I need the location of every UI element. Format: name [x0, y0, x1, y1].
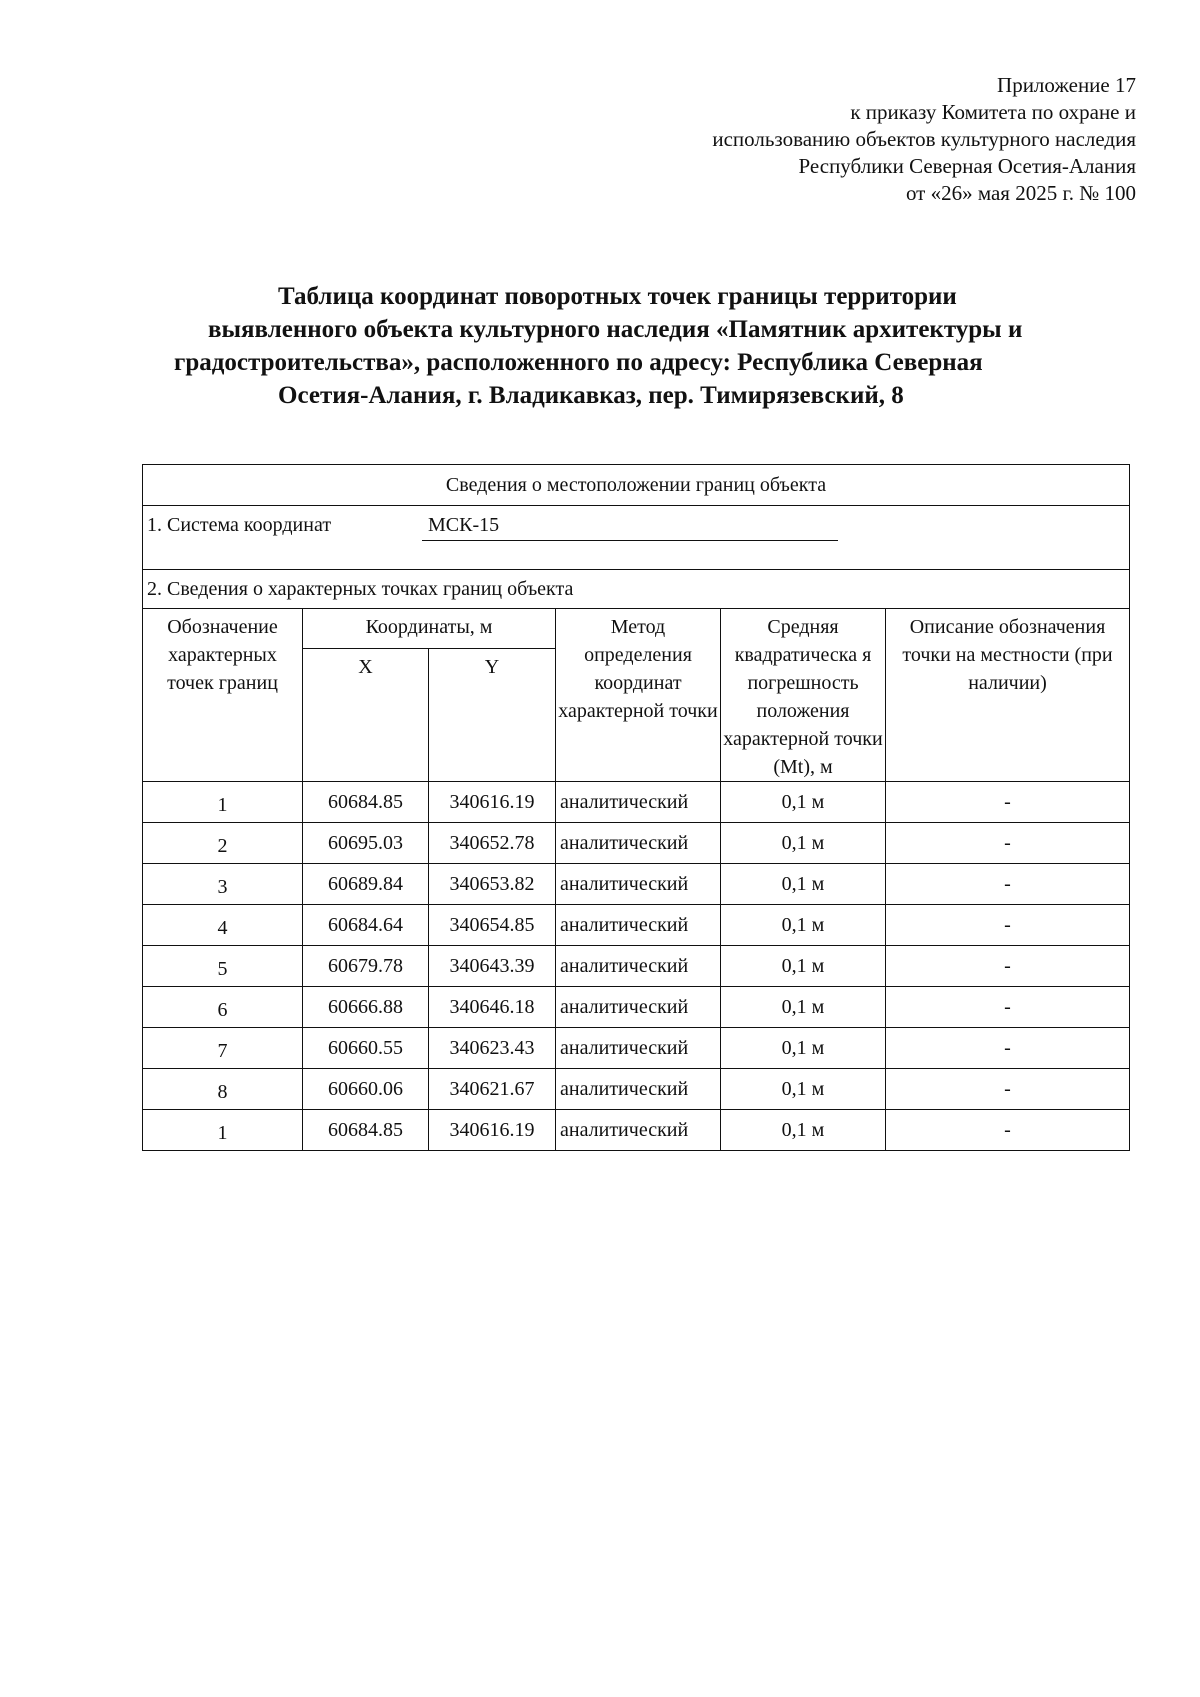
error-cell: 0,1 м — [721, 782, 886, 823]
point-cell: 4 — [143, 905, 303, 946]
table-row — [143, 782, 1130, 823]
error-cell: 0,1 м — [721, 1110, 886, 1151]
description-cell: - — [886, 1110, 1130, 1151]
x-cell: 60695.03 — [303, 823, 429, 864]
error-cell: 0,1 м — [721, 1069, 886, 1110]
error-cell: 0,1 м — [721, 823, 886, 864]
table-row — [143, 864, 1130, 905]
y-cell: 340623.43 — [429, 1028, 556, 1069]
header-coordinates: Координаты, м — [303, 609, 556, 649]
y-cell: 340616.19 — [429, 1110, 556, 1151]
y-cell: 340643.39 — [429, 946, 556, 987]
appendix-line: к приказу Комитета по охране и — [850, 100, 1136, 124]
method-cell: аналитический — [556, 946, 721, 987]
error-cell: 0,1 м — [721, 905, 886, 946]
y-cell: 340621.67 — [429, 1069, 556, 1110]
point-cell: 2 — [143, 823, 303, 864]
x-cell: 60660.06 — [303, 1069, 429, 1110]
appendix-line: от «26» мая 2025 г. № 100 — [905, 181, 1136, 205]
coordinate-system-row — [143, 506, 1130, 570]
coordinate-system-value: МСК-15 — [422, 510, 838, 541]
header-x: X — [303, 649, 429, 782]
table-row — [143, 1069, 1130, 1110]
y-cell: 340652.78 — [429, 823, 556, 864]
x-cell: 60660.55 — [303, 1028, 429, 1069]
title-line: Осетия-Алания, г. Владикавказ, пер. Тимирязевский, 8 — [278, 382, 904, 409]
method-cell: аналитический — [556, 782, 721, 823]
point-cell: 1 — [143, 782, 303, 823]
description-cell: - — [886, 823, 1130, 864]
point-cell: 7 — [143, 1028, 303, 1069]
error-cell: 0,1 м — [721, 864, 886, 905]
coordinate-system-label: 1. Система координат — [147, 514, 332, 536]
method-cell: аналитический — [556, 1069, 721, 1110]
y-cell: 340616.19 — [429, 782, 556, 823]
table-row — [143, 987, 1130, 1028]
characteristic-points-label: 2. Сведения о характерных точках границ объекта — [143, 570, 1130, 609]
description-cell: - — [886, 905, 1130, 946]
table-row — [143, 946, 1130, 987]
method-cell: аналитический — [556, 987, 721, 1028]
appendix-line: Республики Северная Осетия-Алания — [798, 154, 1136, 178]
table-row — [143, 905, 1130, 946]
header-error: Средняя квадратическа я погрешность положения характерной точки (Mt), м — [721, 609, 886, 782]
document-title — [150, 280, 1140, 412]
description-cell: - — [886, 946, 1130, 987]
header-description: Описание обозначения точки на местности (при наличии) — [886, 609, 1130, 782]
description-cell: - — [886, 1069, 1130, 1110]
table-row — [143, 823, 1130, 864]
x-cell: 60679.78 — [303, 946, 429, 987]
y-cell: 340646.18 — [429, 987, 556, 1028]
table-row — [143, 1110, 1130, 1151]
x-cell: 60684.85 — [303, 1110, 429, 1151]
point-cell: 1 — [143, 1110, 303, 1151]
coordinates-table — [142, 464, 1130, 1151]
table-row — [143, 1028, 1130, 1069]
error-cell: 0,1 м — [721, 946, 886, 987]
point-cell: 6 — [143, 987, 303, 1028]
title-line: выявленного объекта культурного наследия «Памятник архитектуры и — [208, 316, 1023, 343]
description-cell: - — [886, 987, 1130, 1028]
error-cell: 0,1 м — [721, 987, 886, 1028]
x-cell: 60684.64 — [303, 905, 429, 946]
description-cell: - — [886, 864, 1130, 905]
description-cell: - — [886, 1028, 1130, 1069]
method-cell: аналитический — [556, 1110, 721, 1151]
appendix-line: Приложение 17 — [997, 73, 1136, 97]
header-y: Y — [429, 649, 556, 782]
point-cell: 3 — [143, 864, 303, 905]
method-cell: аналитический — [556, 864, 721, 905]
title-line: градостроительства», расположенного по адресу: Республика Северная — [174, 349, 983, 376]
y-cell: 340653.82 — [429, 864, 556, 905]
x-cell: 60684.85 — [303, 782, 429, 823]
header-designation: Обозначение характерных точек границ — [143, 609, 303, 782]
x-cell: 60666.88 — [303, 987, 429, 1028]
point-cell: 5 — [143, 946, 303, 987]
appendix-line: использованию объектов культурного наследия — [712, 127, 1136, 151]
appendix-block — [712, 72, 1136, 207]
method-cell: аналитический — [556, 1028, 721, 1069]
description-cell: - — [886, 782, 1130, 823]
header-method: Метод определения координат характерной точки — [556, 609, 721, 782]
point-cell: 8 — [143, 1069, 303, 1110]
method-cell: аналитический — [556, 823, 721, 864]
x-cell: 60689.84 — [303, 864, 429, 905]
title-line: Таблица координат поворотных точек границы территории — [278, 283, 957, 310]
table-caption: Сведения о местоположении границ объекта — [143, 465, 1130, 506]
error-cell: 0,1 м — [721, 1028, 886, 1069]
y-cell: 340654.85 — [429, 905, 556, 946]
method-cell: аналитический — [556, 905, 721, 946]
